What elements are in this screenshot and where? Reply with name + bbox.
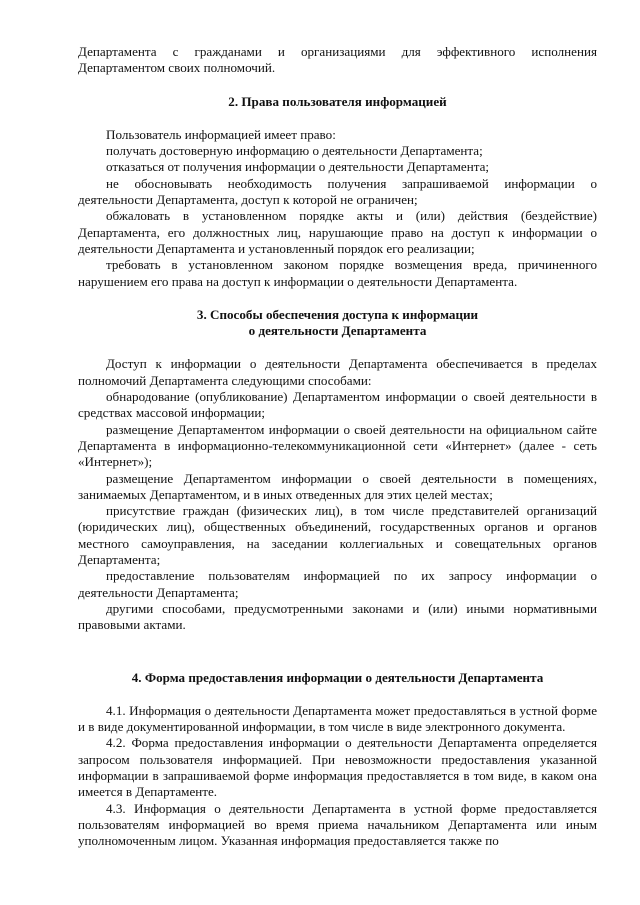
section-2-title: 2. Права пользователя информацией bbox=[228, 93, 447, 109]
section-3-paragraph: присутствие граждан (физических лиц), в том числе представителей организаций (юридических лиц), общественных объединений, государственных органов и органов местного самоуправления, на заседании коллегиальных и совещательных органов Департамента; bbox=[78, 503, 597, 568]
section-3-title-line-1: 3. Способы обеспечения доступа к информации bbox=[196, 306, 479, 322]
section-3-paragraph: размещение Департаментом информации о своей деятельности на официальном сайте Департамента в информационно-телекоммуникационной сети «Интернет» (далее - сеть «Интернет»); bbox=[78, 421, 597, 470]
section-4-paragraph: 4.2. Форма предоставления информации о деятельности Департамента определяется запросом пользователя информацией. При невозможности предоставления указанной информации в запрашиваемой форме информация предоставляется в том виде, в каком она имеется в Департаменте. bbox=[78, 735, 597, 800]
spacer bbox=[78, 634, 597, 670]
section-3-paragraph: размещение Департаментом информации о своей деятельности в помещениях, занимаемых Департаментом, и в иных отведенных для этих целей местах; bbox=[78, 470, 597, 502]
section-3-paragraph: другими способами, предусмотренными законами и (или) иными нормативными правовыми актами. bbox=[78, 600, 597, 633]
section-2-paragraph: отказаться от получения информации о деятельности Департамента; bbox=[106, 159, 490, 175]
section-3-paragraph: Доступ к информации о деятельности Департамента обеспечивается в пределах полномочий Департамента следующими способами: bbox=[78, 356, 597, 388]
section-2-paragraph: Пользователь информацией имеет право: bbox=[106, 126, 336, 142]
spacer bbox=[78, 110, 597, 127]
spacer bbox=[78, 339, 597, 356]
spacer bbox=[78, 290, 597, 307]
section-3-paragraph: предоставление пользователям информацией по их запросу информации о деятельности Департамента; bbox=[78, 568, 597, 600]
section-2-paragraph: обжаловать в установленном порядке акты и (или) действия (бездействие) Департамента, его должностных лиц, нарушающие право на доступ к информации о деятельности Департамента и установленный порядок его реализации; bbox=[78, 208, 597, 256]
section-2-paragraph: требовать в установленном законом порядке возмещения вреда, причиненного нарушением его права на доступ к информации о деятельности Департамента. bbox=[78, 257, 597, 289]
spacer bbox=[78, 77, 597, 94]
document-page bbox=[78, 44, 597, 849]
section-3-title-line-2: о деятельности Департамента bbox=[248, 323, 427, 339]
section-2-paragraph: получать достоверную информацию о деятельности Департамента; bbox=[106, 143, 483, 159]
section-3-paragraph: обнародование (опубликование) Департаментом информации о своей деятельности в средствах массовой информации; bbox=[78, 389, 597, 421]
section-4-paragraph: 4.1. Информация о деятельности Департамента может предоставляться в устной форме и в виде документированной информации, в том числе в виде электронного документа. bbox=[78, 702, 597, 735]
spacer bbox=[78, 686, 597, 703]
section-2-paragraph: не обосновывать необходимость получения запрашиваемой информации о деятельности Департамента, доступ к которой не ограничен; bbox=[78, 175, 597, 208]
intro-continuation: Департамента с гражданами и организациями для эффективного исполнения Департаментом своих полномочий. bbox=[78, 44, 597, 76]
section-4-title: 4. Форма предоставления информации о деятельности Департамента bbox=[131, 669, 544, 685]
section-4-paragraph: 4.3. Информация о деятельности Департамента в устной форме предоставляется пользователям информацией во время приема начальником Департамента или иным уполномоченным лицом. Указанная информация предоставляется также по bbox=[78, 800, 597, 849]
